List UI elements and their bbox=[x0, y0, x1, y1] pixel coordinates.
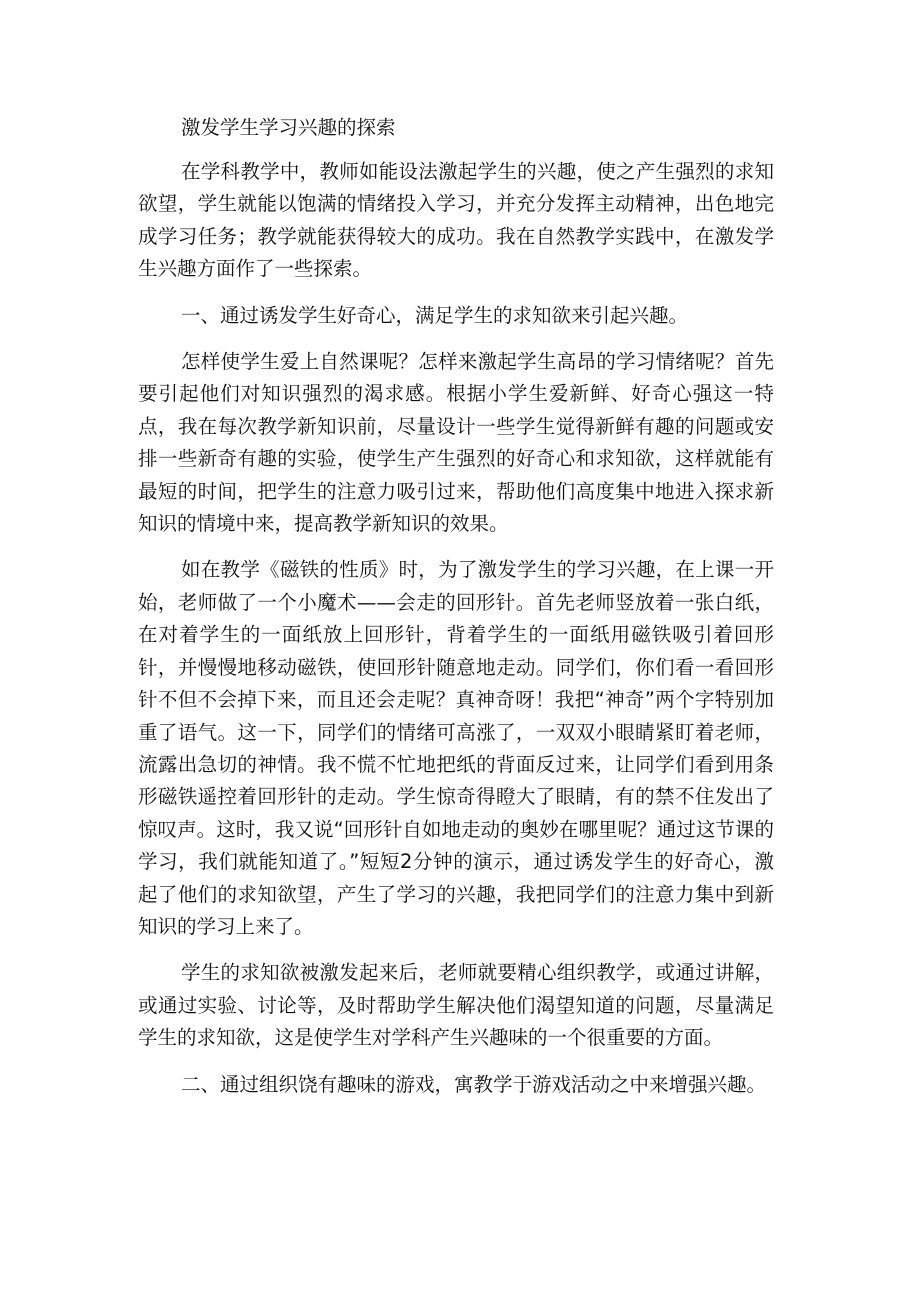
section-heading-1: 一、通过诱发学生好奇心，满足学生的求知欲来引起兴趣。 bbox=[181, 303, 689, 327]
paragraph-satisfy-curiosity: 学生的求知欲被激发起来后，老师就要精心组织教学，或通过讲解，或通过实验、讨论等，及时帮助学生解决他们渴望知道的问题，尽量满足学生的求知欲，这是使学生对学科产生兴趣味的一个很重要的方面。 bbox=[138, 961, 774, 1050]
paragraph-magnet-example: 如在教学《磁铁的性质》时，为了激发学生的学习兴趣，在上课一开始，老师做了一个小魔术——会走的回形针。首先老师竖放着一张白纸，在对着学生的一面纸放上回形针，背着学生的一面纸用磁铁吸引着回形针，并慢慢地移动磁铁，使回形针随意地走动。同学们，你们看一看回形针不但不会掉下来，而且还会走呢？真神奇呀！我把“神奇”两个字特别加重了语气。这一下，同学们的情绪可高涨了，一双双小眼睛紧盯着老师，流露出急切的神情。我不慌不忙地把纸的背面反过来，让同学们看到用条形磁铁遥控着回形针的走动。学生惊奇得瞪大了眼睛，有的禁不住发出了惊叹声。这时，我又说“回形针自如地走动的奥妙在哪里呢？通过这节课的学习，我们就能知道了。”短短2分钟的演示，通过诱发学生的好奇心，激起了他们的求知欲望，产生了学习的兴趣，我把同学们的注意力集中到新知识的学习上来了。 bbox=[138, 558, 774, 938]
paragraph-intro: 在学科教学中，教师如能设法激起学生的兴趣，使之产生强烈的求知欲望，学生就能以饱满的情绪投入学习，并充分发挥主动精神，出色地完成学习任务；教学就能获得较大的成功。我在自然教学实践中，在激发学生兴趣方面作了一些探索。 bbox=[138, 160, 774, 281]
document-title: 激发学生学习兴趣的探索 bbox=[181, 116, 396, 139]
paragraph-curiosity: 怎样使学生爱上自然课呢？怎样来激起学生高昂的学习情绪呢？首先要引起他们对知识强烈的渴求感。根据小学生爱新鲜、好奇心强这一特点，我在每次教学新知识前，尽量设计一些学生觉得新鲜有趣的问题或安排一些新奇有趣的实验，使学生产生强烈的好奇心和求知欲，这样就能有最短的时间，把学生的注意力吸引过来，帮助他们高度集中地进入探求新知识的情境中来，提高教学新知识的效果。 bbox=[138, 350, 774, 536]
section-heading-2: 二、通过组织饶有趣味的游戏，寓教学于游戏活动之中来增强兴趣。 bbox=[181, 1072, 767, 1096]
document-page bbox=[138, 112, 774, 1101]
